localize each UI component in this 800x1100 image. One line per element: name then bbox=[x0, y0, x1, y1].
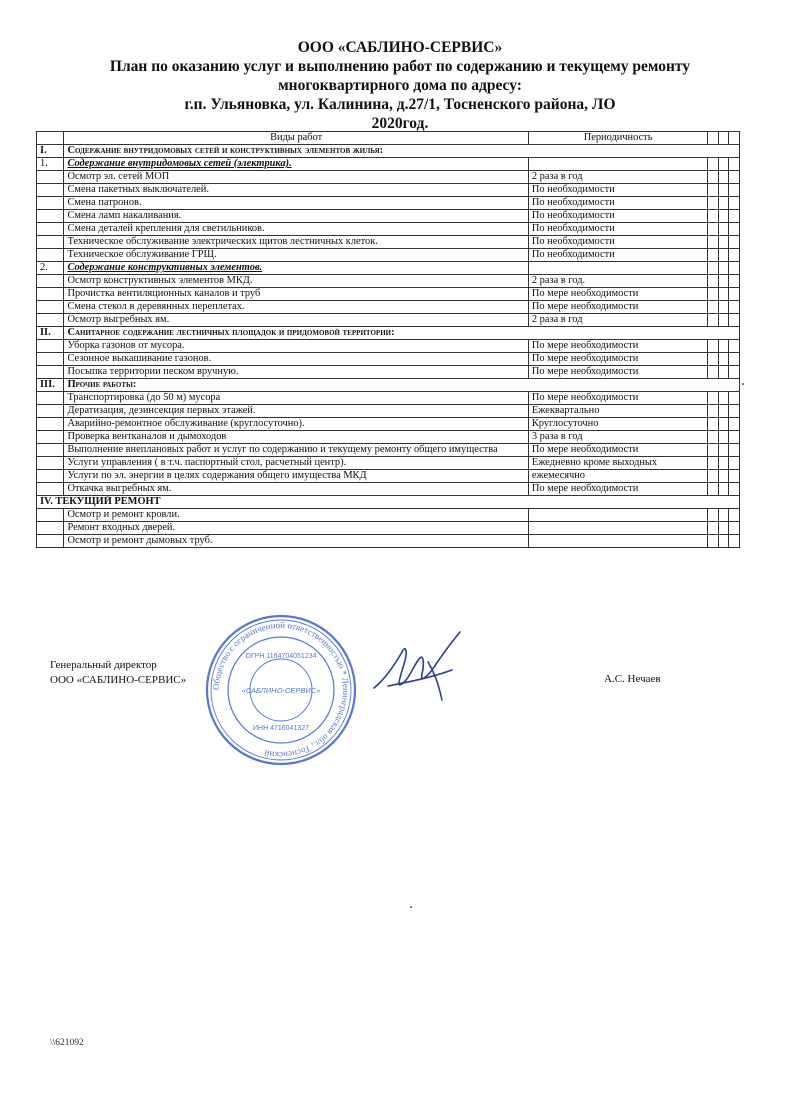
row-number-cell bbox=[37, 431, 64, 444]
section-row bbox=[37, 496, 740, 509]
extra-cell bbox=[708, 457, 719, 470]
work-cell: Аварийно-ремонтное обслуживание (круглосуточно). bbox=[64, 418, 528, 431]
extra-cell bbox=[718, 184, 729, 197]
extra-cell bbox=[729, 353, 740, 366]
table-row bbox=[37, 301, 740, 314]
row-number-cell bbox=[37, 353, 64, 366]
extra-cell bbox=[708, 197, 719, 210]
section-number: III. bbox=[37, 379, 64, 392]
period-cell: 2 раза в год. bbox=[528, 275, 707, 288]
period-cell: По необходимости bbox=[528, 236, 707, 249]
row-number-cell bbox=[37, 210, 64, 223]
extra-cell bbox=[718, 197, 729, 210]
extra-cell bbox=[729, 509, 740, 522]
extra-cell bbox=[708, 418, 719, 431]
table-row bbox=[37, 171, 740, 184]
row-number-cell bbox=[37, 184, 64, 197]
extra-cell bbox=[718, 483, 729, 496]
period-cell bbox=[528, 522, 707, 535]
period-cell: По необходимости bbox=[528, 210, 707, 223]
extra-cell bbox=[708, 184, 719, 197]
table-row bbox=[37, 366, 740, 379]
column-header-period: Периодичность bbox=[528, 132, 707, 145]
extra-cell bbox=[708, 483, 719, 496]
extra-cell bbox=[718, 236, 729, 249]
period-cell: По необходимости bbox=[528, 184, 707, 197]
work-cell: Сезонное выкашивание газонов. bbox=[64, 353, 528, 366]
extra-cell bbox=[708, 288, 719, 301]
period-cell: По мере необходимости bbox=[528, 288, 707, 301]
period-cell: Ежедневно кроме выходных bbox=[528, 457, 707, 470]
subsection-title: Содержание внутридомовых сетей (электрика). bbox=[64, 158, 528, 171]
extra-cell bbox=[729, 197, 740, 210]
period-cell: По мере необходимости bbox=[528, 444, 707, 457]
extra-cell bbox=[729, 223, 740, 236]
row-number-cell bbox=[37, 405, 64, 418]
row-number-cell bbox=[37, 197, 64, 210]
extra-cell bbox=[729, 158, 740, 171]
subsection-row bbox=[37, 158, 740, 171]
extra-cell bbox=[708, 262, 719, 275]
table-row bbox=[37, 314, 740, 327]
period-cell bbox=[528, 535, 707, 548]
row-number-cell bbox=[37, 509, 64, 522]
year-line: 2020год. bbox=[371, 115, 429, 132]
period-cell: По необходимости bbox=[528, 223, 707, 236]
work-cell: Осмотр и ремонт кровли. bbox=[64, 509, 528, 522]
extra-cell bbox=[718, 223, 729, 236]
stamp-ring-text: Общество с ограниченной ответственностью * Ленинградская обл., Тосненский bbox=[210, 619, 352, 761]
period-cell: 3 раза в год bbox=[528, 431, 707, 444]
extra-cell bbox=[708, 509, 719, 522]
extra-cell bbox=[718, 314, 729, 327]
table-header-cell bbox=[718, 132, 729, 145]
table-row bbox=[37, 522, 740, 535]
extra-cell bbox=[708, 535, 719, 548]
table-row bbox=[37, 535, 740, 548]
work-cell: Осмотр конструктивных элементов МКД. bbox=[64, 275, 528, 288]
row-number-cell bbox=[37, 444, 64, 457]
signer-block bbox=[50, 658, 186, 688]
work-cell: Осмотр выгребных ям. bbox=[64, 314, 528, 327]
extra-cell bbox=[718, 288, 729, 301]
extra-cell bbox=[708, 340, 719, 353]
signer-position: Генеральный директор bbox=[50, 659, 157, 671]
extra-cell bbox=[708, 392, 719, 405]
extra-cell bbox=[729, 184, 740, 197]
period-cell: ежемесячно bbox=[528, 470, 707, 483]
row-number-cell bbox=[37, 418, 64, 431]
extra-cell bbox=[708, 301, 719, 314]
extra-cell bbox=[708, 353, 719, 366]
extra-cell bbox=[729, 418, 740, 431]
extra-cell bbox=[718, 171, 729, 184]
period-cell: 2 раза в год bbox=[528, 171, 707, 184]
scan-speck bbox=[410, 906, 412, 908]
extra-cell bbox=[718, 366, 729, 379]
work-cell: Смена патронов. bbox=[64, 197, 528, 210]
table-row bbox=[37, 405, 740, 418]
row-number-cell bbox=[37, 236, 64, 249]
subsection-row bbox=[37, 262, 740, 275]
director-signature bbox=[368, 622, 478, 708]
period-cell: По мере необходимости bbox=[528, 353, 707, 366]
table-row bbox=[37, 353, 740, 366]
table-header-row bbox=[37, 132, 740, 145]
work-cell: Транспортировка (до 50 м) мусора bbox=[64, 392, 528, 405]
table-row bbox=[37, 431, 740, 444]
period-cell: По мере необходимости bbox=[528, 366, 707, 379]
extra-cell bbox=[708, 522, 719, 535]
table-row bbox=[37, 275, 740, 288]
row-number-cell bbox=[37, 392, 64, 405]
table-row bbox=[37, 470, 740, 483]
extra-cell bbox=[729, 522, 740, 535]
work-cell: Ремонт входных дверей. bbox=[64, 522, 528, 535]
column-header-work: Виды работ bbox=[64, 132, 528, 145]
table-header-cell bbox=[708, 132, 719, 145]
section-title: Санитарное содержание лестничных площадок и придомовой территории: bbox=[64, 327, 740, 340]
table-row bbox=[37, 236, 740, 249]
table-row bbox=[37, 418, 740, 431]
extra-cell bbox=[718, 405, 729, 418]
signer-name: А.С. Нечаев bbox=[604, 673, 661, 685]
extra-cell bbox=[708, 236, 719, 249]
extra-cell bbox=[729, 288, 740, 301]
row-number-cell bbox=[37, 535, 64, 548]
extra-cell bbox=[718, 431, 729, 444]
extra-cell bbox=[729, 340, 740, 353]
extra-cell bbox=[708, 171, 719, 184]
work-cell: Осмотр и ремонт дымовых труб. bbox=[64, 535, 528, 548]
table-row bbox=[37, 223, 740, 236]
extra-cell bbox=[729, 483, 740, 496]
table-row bbox=[37, 249, 740, 262]
table-row bbox=[37, 483, 740, 496]
work-cell: Смена деталей крепления для светильников. bbox=[64, 223, 528, 236]
document-number: \\621092 bbox=[50, 1038, 84, 1048]
extra-cell bbox=[729, 275, 740, 288]
extra-cell bbox=[708, 444, 719, 457]
extra-cell bbox=[718, 522, 729, 535]
extra-cell bbox=[708, 249, 719, 262]
table-row bbox=[37, 197, 740, 210]
row-number-cell bbox=[37, 301, 64, 314]
period-cell: Ежеквартально bbox=[528, 405, 707, 418]
row-number-cell bbox=[37, 366, 64, 379]
period-cell: 2 раза в год bbox=[528, 314, 707, 327]
extra-cell bbox=[729, 314, 740, 327]
extra-cell bbox=[718, 210, 729, 223]
section-number: I. bbox=[37, 145, 64, 158]
extra-cell bbox=[729, 535, 740, 548]
table-cell bbox=[528, 262, 707, 275]
plan-title-line1: План по оказанию услуг и выполнению работ по содержанию и текущему ремонту bbox=[109, 58, 691, 75]
extra-cell bbox=[718, 262, 729, 275]
row-number-cell bbox=[37, 249, 64, 262]
extra-cell bbox=[718, 249, 729, 262]
extra-cell bbox=[718, 301, 729, 314]
stamp-inn: ИНН 4716041327 bbox=[252, 725, 310, 732]
section-title: Прочие работы: bbox=[64, 379, 740, 392]
section-title: IV. ТЕКУЩИЙ РЕМОНТ bbox=[37, 496, 740, 509]
extra-cell bbox=[708, 405, 719, 418]
document-header bbox=[0, 38, 800, 133]
extra-cell bbox=[729, 366, 740, 379]
extra-cell bbox=[718, 444, 729, 457]
period-cell: По необходимости bbox=[528, 249, 707, 262]
extra-cell bbox=[729, 262, 740, 275]
section-row bbox=[37, 379, 740, 392]
extra-cell bbox=[718, 275, 729, 288]
work-cell: Посыпка территории песком вручную. bbox=[64, 366, 528, 379]
section-title: Содержание внутридомовых сетей и конструктивных элементов жилья: bbox=[64, 145, 740, 158]
table-header-cell bbox=[37, 132, 64, 145]
company-stamp bbox=[203, 612, 359, 768]
table-header-cell bbox=[729, 132, 740, 145]
extra-cell bbox=[729, 431, 740, 444]
subsection-title: Содержание конструктивных элементов. bbox=[64, 262, 528, 275]
period-cell: По необходимости bbox=[528, 197, 707, 210]
extra-cell bbox=[718, 470, 729, 483]
table-row bbox=[37, 444, 740, 457]
period-cell: По мере необходимости bbox=[528, 392, 707, 405]
extra-cell bbox=[729, 444, 740, 457]
extra-cell bbox=[729, 392, 740, 405]
row-number-cell bbox=[37, 288, 64, 301]
period-cell: По мере необходимости bbox=[528, 340, 707, 353]
scan-speck bbox=[742, 383, 744, 385]
extra-cell bbox=[718, 418, 729, 431]
subsection-number: 1. bbox=[37, 158, 64, 171]
extra-cell bbox=[729, 301, 740, 314]
table-row bbox=[37, 509, 740, 522]
row-number-cell bbox=[37, 470, 64, 483]
extra-cell bbox=[718, 509, 729, 522]
work-cell: Смена пакетных выключателей. bbox=[64, 184, 528, 197]
work-cell: Услуги управления ( в т.ч. паспортный стол, расчетный центр). bbox=[64, 457, 528, 470]
extra-cell bbox=[729, 171, 740, 184]
table-row bbox=[37, 392, 740, 405]
work-cell: Техническое обслуживание электрических щитов лестничных клеток. bbox=[64, 236, 528, 249]
table-row bbox=[37, 340, 740, 353]
period-cell: По мере необходимости bbox=[528, 301, 707, 314]
work-cell: Техническое обслуживание ГРЩ. bbox=[64, 249, 528, 262]
work-cell: Дератизация, дезинсекция первых этажей. bbox=[64, 405, 528, 418]
work-cell: Откачка выгребных ям. bbox=[64, 483, 528, 496]
extra-cell bbox=[708, 158, 719, 171]
row-number-cell bbox=[37, 483, 64, 496]
address-line: г.п. Ульяновка, ул. Калинина, д.27/1, Тосненского района, ЛО bbox=[184, 96, 616, 113]
row-number-cell bbox=[37, 171, 64, 184]
row-number-cell bbox=[37, 314, 64, 327]
extra-cell bbox=[729, 470, 740, 483]
extra-cell bbox=[729, 236, 740, 249]
plan-title-line2: многоквартирного дома по адресу: bbox=[278, 77, 522, 94]
works-table bbox=[36, 131, 740, 548]
extra-cell bbox=[729, 457, 740, 470]
work-cell: Проверка вентканалов и дымоходов bbox=[64, 431, 528, 444]
work-cell: Прочистка вентиляционных каналов и труб bbox=[64, 288, 528, 301]
stamp-ogrn: ОГРН 1164704051234 bbox=[245, 653, 317, 660]
signer-company: ООО «САБЛИНО-СЕРВИС» bbox=[50, 674, 187, 686]
row-number-cell bbox=[37, 340, 64, 353]
extra-cell bbox=[708, 431, 719, 444]
extra-cell bbox=[729, 210, 740, 223]
work-cell: Уборка газонов от мусора. bbox=[64, 340, 528, 353]
work-cell: Услуги по эл. энергии в целях содержания общего имущества МКД bbox=[64, 470, 528, 483]
work-cell: Осмотр эл. сетей МОП bbox=[64, 171, 528, 184]
extra-cell bbox=[718, 340, 729, 353]
row-number-cell bbox=[37, 275, 64, 288]
table-row bbox=[37, 210, 740, 223]
subsection-number: 2. bbox=[37, 262, 64, 275]
section-number: II. bbox=[37, 327, 64, 340]
extra-cell bbox=[729, 249, 740, 262]
extra-cell bbox=[708, 314, 719, 327]
period-cell bbox=[528, 509, 707, 522]
section-row bbox=[37, 327, 740, 340]
period-cell: По мере необходимости bbox=[528, 483, 707, 496]
table-cell bbox=[528, 158, 707, 171]
extra-cell bbox=[708, 366, 719, 379]
extra-cell bbox=[718, 535, 729, 548]
row-number-cell bbox=[37, 457, 64, 470]
table-row bbox=[37, 184, 740, 197]
company-title: ООО «САБЛИНО-СЕРВИС» bbox=[297, 39, 503, 56]
row-number-cell bbox=[37, 223, 64, 236]
section-row bbox=[37, 145, 740, 158]
extra-cell bbox=[708, 275, 719, 288]
extra-cell bbox=[708, 223, 719, 236]
work-cell: Выполнение внеплановых работ и услуг по содержанию и текущему ремонту общего имущества bbox=[64, 444, 528, 457]
extra-cell bbox=[718, 392, 729, 405]
row-number-cell bbox=[37, 522, 64, 535]
table-row bbox=[37, 457, 740, 470]
extra-cell bbox=[718, 353, 729, 366]
extra-cell bbox=[708, 210, 719, 223]
stamp-center: «САБЛИНО-СЕРВИС» bbox=[241, 686, 321, 695]
work-cell: Смена ламп накаливания. bbox=[64, 210, 528, 223]
extra-cell bbox=[708, 470, 719, 483]
table-row bbox=[37, 288, 740, 301]
extra-cell bbox=[718, 158, 729, 171]
extra-cell bbox=[718, 457, 729, 470]
work-cell: Смена стекол в деревянных переплетах. bbox=[64, 301, 528, 314]
extra-cell bbox=[729, 405, 740, 418]
period-cell: Круглосуточно bbox=[528, 418, 707, 431]
